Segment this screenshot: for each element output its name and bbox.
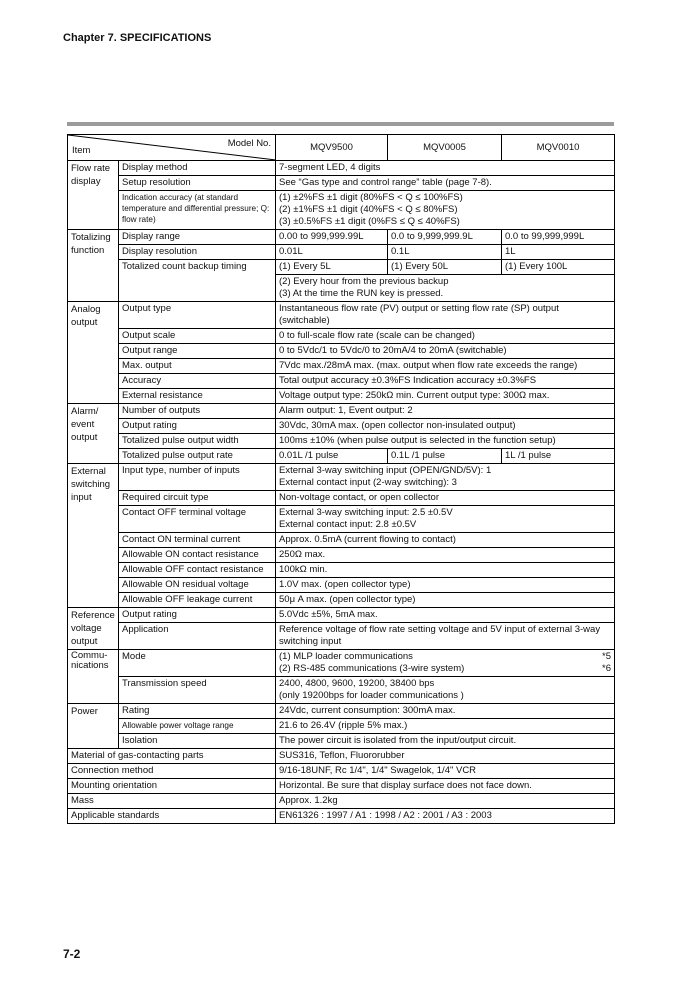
table-row [68,734,615,749]
item-label: Transmission speed [119,677,276,704]
item-value: 0.0 to 99,999,999L [502,230,615,245]
value-line: (3) ±0.5%FS ±1 digit (0%FS ≤ Q ≤ 40%FS) [279,216,460,227]
item-label: Number of outputs [119,404,276,419]
item-value: (1) Every 5L [276,260,388,275]
table-row [68,359,615,374]
item-label: Allowable ON contact resistance [119,548,276,563]
item-value: 0.1L [388,245,502,260]
table-row [68,779,615,794]
table-row [68,650,615,677]
group-totalizing-function: Totalizing function [68,230,119,302]
table-row [68,344,615,359]
item-value: Reference voltage of flow rate setting voltage and 5V input of external 3-way switching input [276,623,615,650]
table-row [68,191,615,230]
value-line [279,663,611,675]
table-row [68,506,615,533]
value-line: 2400, 4800, 9600, 19200, 38400 bps [279,678,435,689]
item-value: 1.0V max. (open collector type) [276,578,615,593]
value-line: External contact input: 2.8 ±0.5V [279,519,417,530]
item-value: Approx. 0.5mA (current flowing to contact) [276,533,615,548]
footnote-ref: *6 [602,663,611,674]
item-label: Mode [119,650,276,677]
item-label: Display resolution [119,245,276,260]
group-alarm-event-output: Alarm/ event output [68,404,119,464]
item-value [276,650,615,677]
model-no-label: Model No. [227,138,271,149]
item-value [276,677,615,704]
item-label: Totalized pulse output width [119,434,276,449]
item-label: Isolation [119,734,276,749]
item-value: Voltage output type: 250kΩ min. Current output type: 300Ω max. [276,389,615,404]
item-value: 30Vdc, 30mA max. (open collector non-insulated output) [276,419,615,434]
item-label: Output scale [119,329,276,344]
specifications-table [67,134,615,824]
item-label: Applicable standards [68,809,276,824]
table-row [68,374,615,389]
item-value: 0.01L /1 pulse [276,449,388,464]
item-label: Totalized count backup timing [119,260,276,302]
item-label: Item [72,145,91,156]
item-label: Input type, number of inputs [119,464,276,491]
table-row [68,491,615,506]
value-line [279,651,611,663]
table-row [68,389,615,404]
value-line: External contact input (2-way switching): 3 [279,477,457,488]
item-value: 9/16-18UNF, Rc 1/4", 1/4" Swagelok, 1/4" VCR [276,764,615,779]
table-row [68,704,615,719]
item-value: 100ms ±10% (when pulse output is selected in the function setup) [276,434,615,449]
page-number: 7-2 [63,947,81,961]
chapter-heading: Chapter 7. SPECIFICATIONS [63,32,212,44]
table-row [68,794,615,809]
item-label: Setup resolution [119,176,276,191]
value-line: (2) Every hour from the previous backup [279,276,449,287]
item-label: Output range [119,344,276,359]
item-value: 1L [502,245,615,260]
item-value: Alarm output: 1, Event output: 2 [276,404,615,419]
item-value: 21.6 to 26.4V (ripple 5% max.) [276,719,615,734]
table-row [68,608,615,623]
item-value: 0 to 5Vdc/1 to 5Vdc/0 to 20mA/4 to 20mA (switchable) [276,344,615,359]
item-label: Accuracy [119,374,276,389]
item-model-header [68,135,276,161]
item-label: Contact ON terminal current [119,533,276,548]
table-row [68,677,615,704]
item-value: (1) Every 100L [502,260,615,275]
item-value: 7-segment LED, 4 digits [276,161,615,176]
value-line: External 3-way switching input (OPEN/GND/5V): 1 [279,465,492,476]
table-row [68,245,615,260]
value-line: (1) ±2%FS ±1 digit (80%FS < Q ≤ 100%FS) [279,192,463,203]
table-row [68,161,615,176]
item-value: 50μ A max. (open collector type) [276,593,615,608]
table-row [68,533,615,548]
table-row [68,593,615,608]
item-value [276,464,615,491]
item-label: Totalized pulse output rate [119,449,276,464]
table-row [68,749,615,764]
item-label: Output rating [119,608,276,623]
item-label: Allowable ON residual voltage [119,578,276,593]
item-value [276,191,615,230]
item-label: Material of gas-contacting parts [68,749,276,764]
item-label: Output rating [119,419,276,434]
item-value: 0.1L /1 pulse [388,449,502,464]
item-value: 5.0Vdc ±5%, 5mA max. [276,608,615,623]
item-value: 250Ω max. [276,548,615,563]
footnote-ref: *5 [602,651,611,662]
item-label: Display method [119,161,276,176]
model-header: MQV0010 [502,135,615,161]
group-reference-voltage-output: Reference voltage output [68,608,119,650]
value-line: (2) ±1%FS ±1 digit (40%FS < Q ≤ 80%FS) [279,204,458,215]
table-row [68,464,615,491]
item-value: 0.00 to 999,999.99L [276,230,388,245]
item-label: Mounting orientation [68,779,276,794]
item-value: Non-voltage contact, or open collector [276,491,615,506]
item-value: 0.01L [276,245,388,260]
item-label: External resistance [119,389,276,404]
item-label: Allowable OFF contact resistance [119,563,276,578]
model-header: MQV0005 [388,135,502,161]
table-row [68,623,615,650]
item-label: Indication accuracy (at standard temperature and differential pressure; Q: flow rate) [119,191,276,230]
item-value [276,275,615,302]
item-value: 0 to full-scale flow rate (scale can be changed) [276,329,615,344]
value-line: External 3-way switching input: 2.5 ±0.5V [279,507,453,518]
item-label: Required circuit type [119,491,276,506]
table-row [68,419,615,434]
item-label: Contact OFF terminal voltage [119,506,276,533]
item-label: Rating [119,704,276,719]
item-label: Allowable power voltage range [119,719,276,734]
item-label: Display range [119,230,276,245]
table-row [68,404,615,419]
table-row [68,449,615,464]
table-row [68,434,615,449]
group-external-switching-input: External switching input [68,464,119,608]
table-row [68,764,615,779]
item-value [276,506,615,533]
header-rule [67,122,614,126]
item-value: Total output accuracy ±0.3%FS Indication accuracy ±0.3%FS [276,374,615,389]
value-line: (3) At the time the RUN key is pressed. [279,288,444,299]
table-header-row [68,135,615,161]
table-row [68,260,615,275]
table-row [68,719,615,734]
item-value: Horizontal. Be sure that display surface does not face down. [276,779,615,794]
model-header: MQV9500 [276,135,388,161]
item-value: SUS316, Teflon, Fluororubber [276,749,615,764]
table-row [68,230,615,245]
item-value: Approx. 1.2kg [276,794,615,809]
group-communications: Commu-nications [68,650,119,704]
group-flow-rate-display: Flow rate display [68,161,119,230]
group-analog-output: Analog output [68,302,119,404]
table-row [68,329,615,344]
table-row [68,176,615,191]
item-value: 100kΩ min. [276,563,615,578]
item-value: See “Gas type and control range” table (page 7-8). [276,176,615,191]
comm-mode-2: (2) RS-485 communications (3-wire system) [279,663,465,674]
comm-mode-1: (1) MLP loader communications [279,651,413,662]
table-row [68,302,615,329]
item-label: Max. output [119,359,276,374]
item-value: (1) Every 50L [388,260,502,275]
item-value: The power circuit is isolated from the input/output circuit. [276,734,615,749]
group-power: Power [68,704,119,749]
table-row [68,563,615,578]
table-row [68,809,615,824]
item-label: Application [119,623,276,650]
item-label: Mass [68,794,276,809]
item-value: EN61326 : 1997 / A1 : 1998 / A2 : 2001 / A3 : 2003 [276,809,615,824]
item-value: 0.0 to 9,999,999.9L [388,230,502,245]
table-row [68,548,615,563]
item-label: Allowable OFF leakage current [119,593,276,608]
item-value: 7Vdc max./28mA max. (max. output when flow rate exceeds the range) [276,359,615,374]
value-line: (only 19200bps for loader communications ) [279,690,464,701]
item-value: 24Vdc, current consumption: 300mA max. [276,704,615,719]
item-label: Connection method [68,764,276,779]
table-row [68,578,615,593]
item-value: 1L /1 pulse [502,449,615,464]
item-value: Instantaneous flow rate (PV) output or setting flow rate (SP) output (switchable) [276,302,615,329]
item-label: Output type [119,302,276,329]
